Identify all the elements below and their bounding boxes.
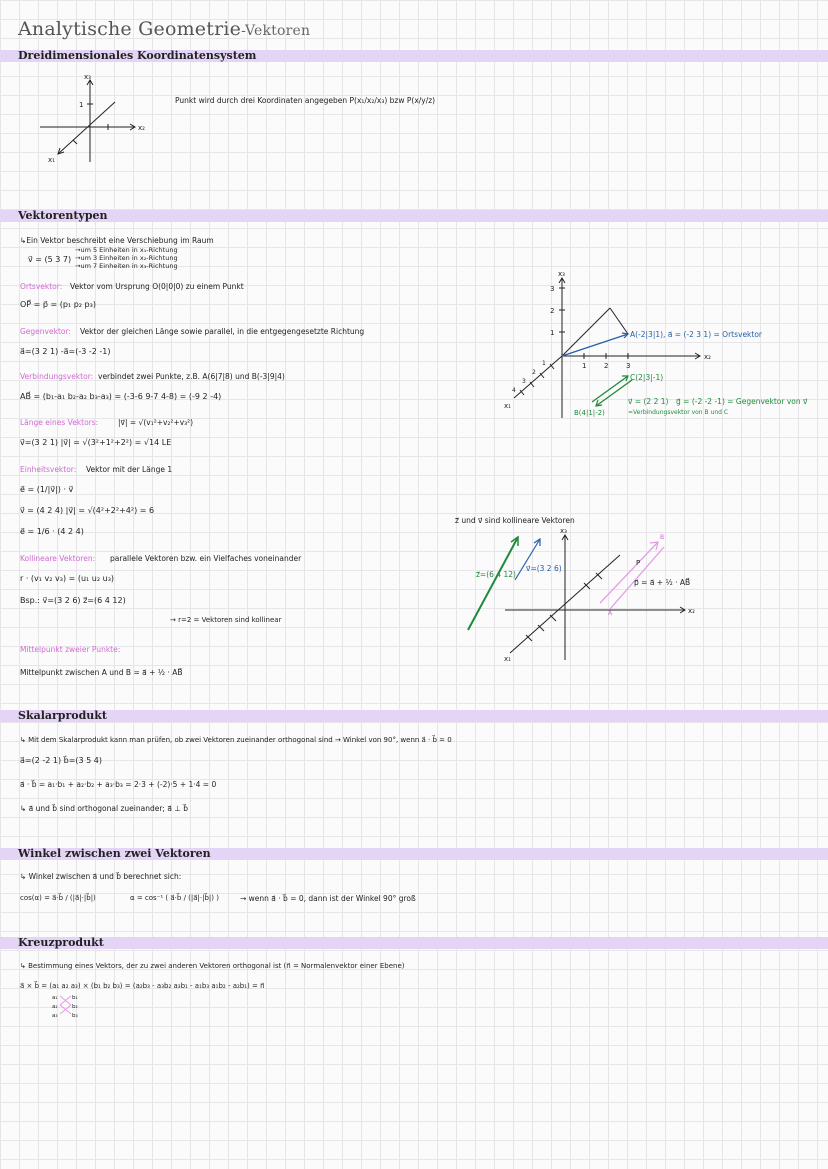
mittelpunkt-text: Mittelpunkt zwischen A und B = a⃗ + ½ · AB⃗ (20, 668, 183, 677)
einheitsvektor-text: Vektor mit der Länge 1 (86, 465, 173, 474)
skalarprodukt-calc: a⃗ · b⃗ = a₁·b₁ + a₂·b₂ + a₃·b₃ = 2·3 + (-2)·5 + 1·4 = 0 (20, 780, 217, 789)
vektor-line-3: →um 7 Einheiten in x₃-Richtung (75, 262, 178, 270)
ortsvektor-label: Ortsvektor: (20, 282, 63, 291)
einheitsvektor-example-2: e⃗ = 1/6 · (4 2 4) (20, 527, 84, 536)
gegenvektor-label: Gegenvektor: (20, 327, 71, 336)
laenge-example: v⃗=(3 2 1) |v⃗| = √(3²+1²+2²) = √14 LE (20, 438, 172, 447)
col-b-3: b₃ (72, 1013, 78, 1019)
col-a-3: a₃ (52, 1013, 58, 1019)
section-band (0, 210, 828, 222)
verbindungsvektor-text: verbindet zwei Punkte, z.B. A(6|7|8) und B(-3|9|4) (98, 372, 285, 381)
col-b-2: b₂ (72, 1004, 78, 1010)
point-p-label: P (636, 559, 641, 567)
vektor-example: v⃗ = (5 3 7) (28, 255, 72, 264)
point-c-label: C(2|3|-1) (630, 373, 664, 382)
tick-x1-1: 1 (542, 360, 546, 367)
tick-x3-3: 3 (550, 285, 555, 293)
section-heading-kreuzprodukt: Kreuzprodukt (18, 936, 104, 949)
kollinear-label: Kollineare Vektoren: (20, 554, 96, 563)
vector-diagram-2 (455, 515, 700, 670)
point-b-label: B (660, 534, 665, 541)
axis-x2-label: x₂ (704, 353, 711, 361)
axis-x1-label: x₁ (48, 156, 55, 164)
verbindungsvektor-label: Verbindungsvektor: (20, 372, 94, 381)
kreuzprodukt-intro: ↳ Bestimmung eines Vektors, der zu zwei anderen Vektoren orthogonal ist (n⃗ = Normalenvektor einer Ebene) (20, 962, 405, 970)
section-heading-vektorentypen: Vektorentypen (18, 209, 108, 222)
tick-x2-2: 2 (604, 362, 609, 370)
tick-x3-2: 2 (550, 307, 555, 315)
section-heading-skalarprodukt: Skalarprodukt (18, 709, 108, 722)
v-vector-label: v⃗=(3 2 6) (526, 564, 562, 573)
gegenvektor-formula: a⃗=(3 2 1) -a⃗=(-3 -2 -1) (20, 347, 111, 356)
coordinate-note: Punkt wird durch drei Koordinaten angegeben P(x₁/x₂/x₃) bzw P(x/y/z) (175, 96, 436, 105)
einheitsvektor-formula: e⃗ = (1/|v⃗|) · v⃗ (20, 485, 74, 494)
tick-x1-4: 4 (512, 387, 516, 394)
axis-x2-label: x₂ (138, 124, 145, 132)
title-main: Analytische Geometrie (18, 18, 242, 40)
axis-x3-label: x₃ (560, 527, 567, 535)
col-a-2: a₂ (52, 1004, 58, 1010)
kollinear-text: parallele Vektoren bzw. ein Vielfaches voneinander (110, 554, 302, 563)
skalarprodukt-vectors: a⃗=(2 -2 1) b⃗=(3 5 4) (20, 756, 103, 765)
tick-label: 1 (79, 101, 84, 109)
col-a-1: a₁ (52, 995, 58, 1001)
skalarprodukt-intro: ↳ Mit dem Skalarprodukt kann man prüfen, ob zwei Vektoren zueinander orthogonal sind → Winkel von 90°, wenn a⃗ · b⃗ = 0 (20, 736, 452, 744)
axis-x1-label: x₁ (504, 402, 511, 410)
tick-x1-3: 3 (522, 378, 526, 385)
gegenvektor-text: Vektor der gleichen Länge sowie parallel, in die entgegengesetzte Richtung (80, 327, 365, 336)
verbindungsvektor-formula: AB⃗ = (b₁-a₁ b₂-a₂ b₃-a₃) = (-3-6 9-7 4-8) = (-9 2 -4) (20, 392, 222, 401)
einheitsvektor-label: Einheitsvektor: (20, 465, 77, 474)
p-vector-label: p⃗ = a⃗ + ½ · AB⃗ (634, 578, 691, 587)
section-band (0, 937, 828, 949)
axis-x1-label: x₁ (504, 655, 511, 663)
tick-x1-2: 2 (532, 369, 536, 376)
g-vector-label: g⃗ = (-2 -2 -1) = Gegenvektor von v⃗ (676, 397, 808, 406)
winkel-note: → wenn a⃗ · b⃗ = 0, dann ist der Winkel 90° groß (240, 894, 416, 903)
laenge-formula: |v⃗| = √(v₁²+v₂²+v₃²) (118, 418, 194, 427)
verbindungsvektor-note: =Verbindungsvektor von B und C (628, 409, 729, 416)
kreuzprodukt-scheme (50, 992, 90, 1022)
einheitsvektor-example-1: v⃗ = (4 2 4) |v⃗| = √(4²+2²+4²) = 6 (20, 506, 155, 515)
z-vector-label: z⃗=(6 4 12) (476, 570, 516, 579)
vektor-line-2: →um 3 Einheiten in x₂-Richtung (75, 254, 178, 262)
col-b-1: b₁ (72, 995, 78, 1001)
tick-x2-3: 3 (626, 362, 631, 370)
page-title (18, 18, 310, 40)
section-band (0, 710, 828, 722)
axis-x2-label: x₂ (688, 607, 695, 615)
winkel-intro: ↳ Winkel zwischen a⃗ und b⃗ berechnet sich: (20, 872, 182, 881)
winkel-formula-1: cos(α) = a⃗·b⃗ / (|a⃗|·|b⃗|) (20, 894, 96, 902)
coordinate-system-sketch (30, 72, 160, 172)
kollinear-formula: r · (v₁ v₂ v₃) = (u₁ u₂ u₃) (20, 574, 115, 583)
a-vector-label: A(-2|3|1), a⃗ = (-2 3 1) = Ortsvektor (630, 330, 763, 339)
skalarprodukt-result: ↳ a⃗ und b⃗ sind orthogonal zueinander; a⃗ ⊥ b⃗ (20, 804, 188, 813)
point-b-label: B(4|1|-2) (574, 409, 605, 417)
winkel-formula-2: α = cos⁻¹ ( a⃗·b⃗ / (|a⃗|·|b⃗|) ) (130, 894, 219, 902)
tick-x3-1: 1 (550, 329, 555, 337)
collinear-caption: z⃗ und v⃗ sind kollineare Vektoren (455, 516, 575, 525)
kollinear-result: → r=2 = Vektoren sind kollinear (170, 616, 282, 624)
ortsvektor-text: Vektor vom Ursprung O(0|0|0) zu einem Punkt (70, 282, 244, 291)
v-vector-label: v⃗ = (2 2 1) (628, 397, 669, 406)
tick-x2-1: 1 (582, 362, 587, 370)
ortsvektor-formula: OP⃗ = p⃗ = (p₁ p₂ p₃) (20, 300, 96, 309)
axis-x3-label: x₃ (558, 270, 565, 278)
vektor-line-1: →um 5 Einheiten in x₁-Richtung (75, 246, 178, 254)
vector-diagram-1 (500, 268, 820, 428)
axis-x3-label: x₃ (84, 73, 91, 81)
vektor-intro: ↳Ein Vektor beschreibt eine Verschiebung im Raum (20, 236, 214, 245)
section-heading-winkel: Winkel zwischen zwei Vektoren (18, 847, 211, 860)
laenge-label: Länge eines Vektors: (20, 418, 99, 427)
kollinear-bsp: Bsp.: v⃗=(3 2 6) z⃗=(6 4 12) (20, 596, 126, 605)
title-suffix: -Vektoren (241, 23, 311, 39)
point-a-label: A (608, 610, 613, 617)
mittelpunkt-label: Mittelpunkt zweier Punkte: (20, 645, 121, 654)
kreuzprodukt-formula: a⃗ × b⃗ = (a₁ a₂ a₃) × (b₁ b₂ b₃) = (a₂b₃ - a₃b₂ a₃b₁ - a₁b₃ a₁b₂ - a₂b₁) = n⃗ (20, 982, 265, 990)
section-heading-koordinatensystem: Dreidimensionales Koordinatensystem (18, 49, 257, 62)
